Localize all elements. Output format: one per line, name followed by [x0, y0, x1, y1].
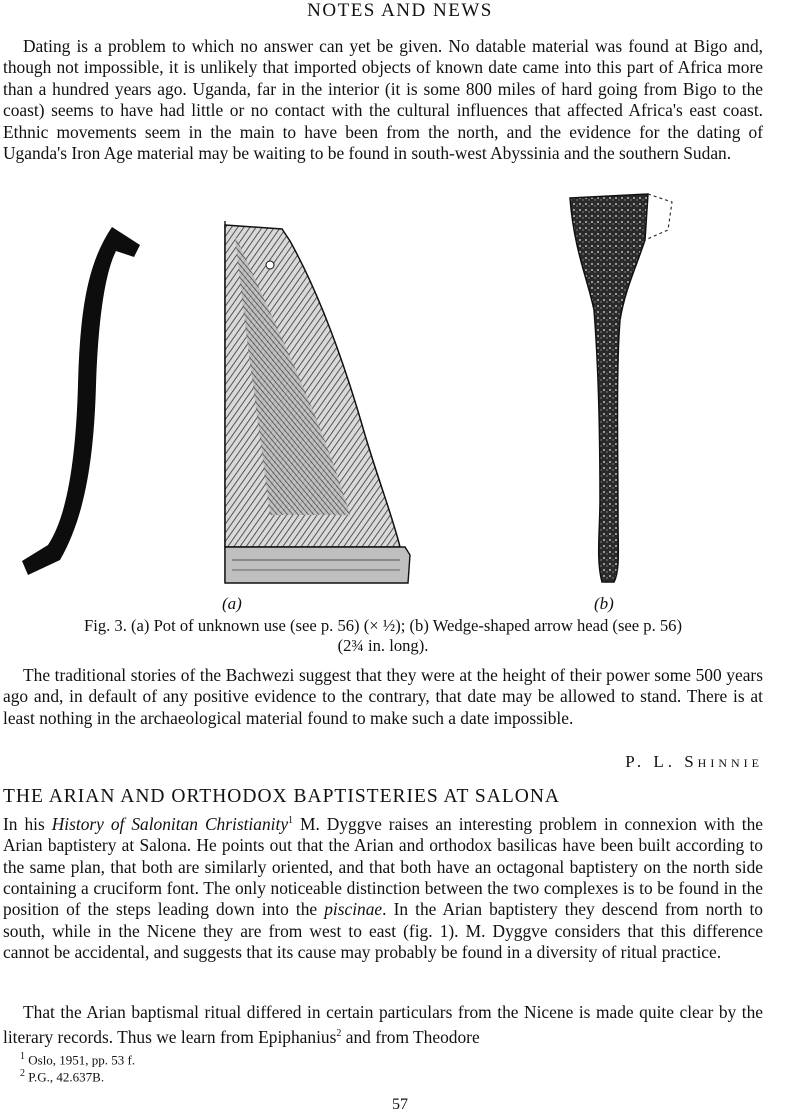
running-head: NOTES AND NEWS — [307, 0, 493, 21]
paragraph-dyggve — [3, 810, 763, 964]
footnote-2-mark: 2 — [20, 1068, 25, 1079]
paragraph-arian-ritual-body-a: That the Arian baptismal ritual differed in certain particulars from the Nicene is made quite clear by the literary records. Thus we learn from Epiphanius — [3, 1002, 763, 1048]
paragraph-bachwezi: The traditional stories of the Bachwezi suggest that they were at the height of their power some 500 years ago and, in default of any positive evidence to the contrary, that date may be allowed to stand. There is at least nothing in the archaeological material found to make such a date impossible. — [3, 665, 763, 728]
footnote-2-text: P.G., 42.637B. — [28, 1069, 105, 1085]
footnote-mark-1: 1 — [288, 815, 294, 826]
piscinae-term: piscinae — [324, 899, 383, 920]
pot-illustration — [20, 215, 440, 590]
footnote-1-text: Oslo, 1951, pp. 53 f. — [28, 1052, 136, 1068]
author-signature: P. L. Shinnie — [625, 752, 763, 771]
figure-caption-line-2: (2¾ in. long). — [337, 636, 429, 655]
paragraph-dyggve-body-a: M. Dyggve raises an interesting problem in connexion with the Arian baptistery at Salona. He points out that the Arian and orthodox basilicas have been built according to the same plan, that both are similarly oriented, and that both have an octagonal baptistery on the north side containing a cruciform font. The only noticeable distinction between the two complexes is to be found in the position of the steps leading down into the — [3, 813, 763, 920]
book-title: History of Salonitan Christianity — [51, 813, 289, 834]
footnote-mark-2: 2 — [336, 1028, 342, 1040]
paragraph-dyggve-lead: In his — [3, 813, 52, 834]
footnote-1-mark: 1 — [20, 1051, 25, 1062]
figure-label-b: (b) — [594, 594, 614, 613]
arrowhead-illustration — [560, 190, 680, 590]
paragraph-dyggve-body-b: . In the Arian baptistery they descend from north to south, while in the Nicene they are from west to east (fig. 1). M. Dyggve considers that this difference cannot be accidental, and suggests that its cause may probably be found in a diversity of ritual practice. — [3, 899, 763, 963]
paragraph-dating: Dating is a problem to which no answer can yet be given. No datable material was found at Bigo and, though not impossible, it is unlikely that imported objects of known date came into this part of Africa more than a hundred years ago. Uganda, far in the interior (it is some 800 miles of hard going from Bigo to the coast) seems to have had little or no contact with the cultural influences that affected Africa's east coast. Ethnic movements seem in the main to have been from the north, and the evidence for the dating of Uganda's Iron Age material may be waiting to be found in south-west Abyssinia and the southern Sudan. — [3, 36, 763, 164]
paragraph-arian-ritual — [3, 1002, 763, 1049]
figure-label-a: (a) — [222, 594, 242, 613]
footnote-2 — [20, 1066, 104, 1085]
figure-caption — [3, 616, 763, 656]
paragraph-arian-ritual-body-b: and from Theodore — [341, 1027, 480, 1048]
page-number: 57 — [392, 1096, 408, 1113]
section-title: THE ARIAN AND ORTHODOX BAPTISTERIES AT SALONA — [3, 786, 560, 807]
figure-caption-line-1: Fig. 3. (a) Pot of unknown use (see p. 56) (× ½); (b) Wedge-shaped arrow head (see p. 56) — [83, 616, 682, 635]
